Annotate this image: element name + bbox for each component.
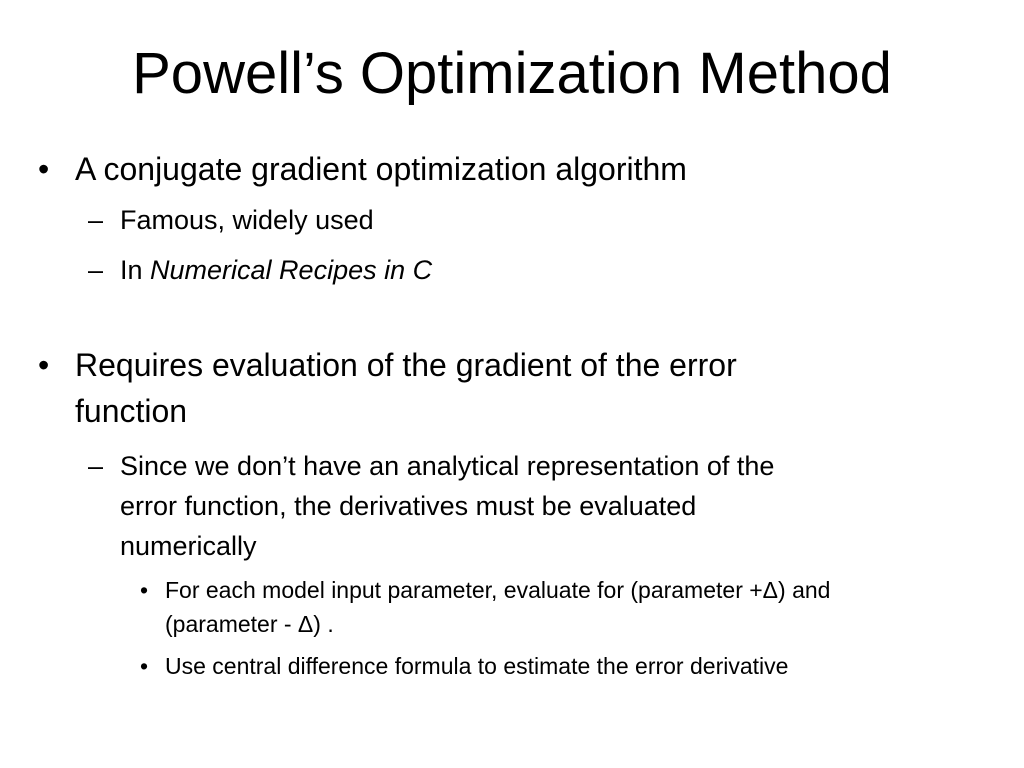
subitem-text: Famous, widely used bbox=[120, 205, 374, 235]
bullet-marker: • bbox=[38, 151, 50, 187]
bullet-text: A conjugate gradient optimization algorithm bbox=[75, 151, 687, 187]
subitem-text-line: numerically bbox=[120, 531, 257, 561]
bullet-text-line: function bbox=[75, 393, 188, 429]
book-title: Numerical Recipes in C bbox=[150, 255, 433, 285]
dash-marker: – bbox=[88, 451, 104, 481]
subitem-text bbox=[120, 250, 432, 290]
dash-marker: – bbox=[88, 255, 104, 285]
subitem-prefix: In bbox=[120, 255, 151, 285]
bullet-marker: • bbox=[38, 347, 50, 383]
slide-title: Powell’s Optimization Method bbox=[132, 41, 892, 106]
sub-subitem-text: Use central difference formula to estimate the error derivative bbox=[165, 653, 789, 679]
sub-subitem-text-line: For each model input parameter, evaluate for (parameter +Δ) and bbox=[165, 577, 831, 603]
sub-subitem-text-line: (parameter - Δ) . bbox=[165, 611, 334, 637]
bullet-text-line: Requires evaluation of the gradient of the error bbox=[75, 347, 737, 383]
small-bullet-marker: • bbox=[140, 653, 149, 679]
dash-marker: – bbox=[88, 205, 104, 235]
small-bullet-marker: • bbox=[140, 577, 149, 603]
subitem-text-line: Since we don’t have an analytical representation of the bbox=[120, 451, 775, 481]
subitem-text-line: error function, the derivatives must be evaluated bbox=[120, 491, 697, 521]
